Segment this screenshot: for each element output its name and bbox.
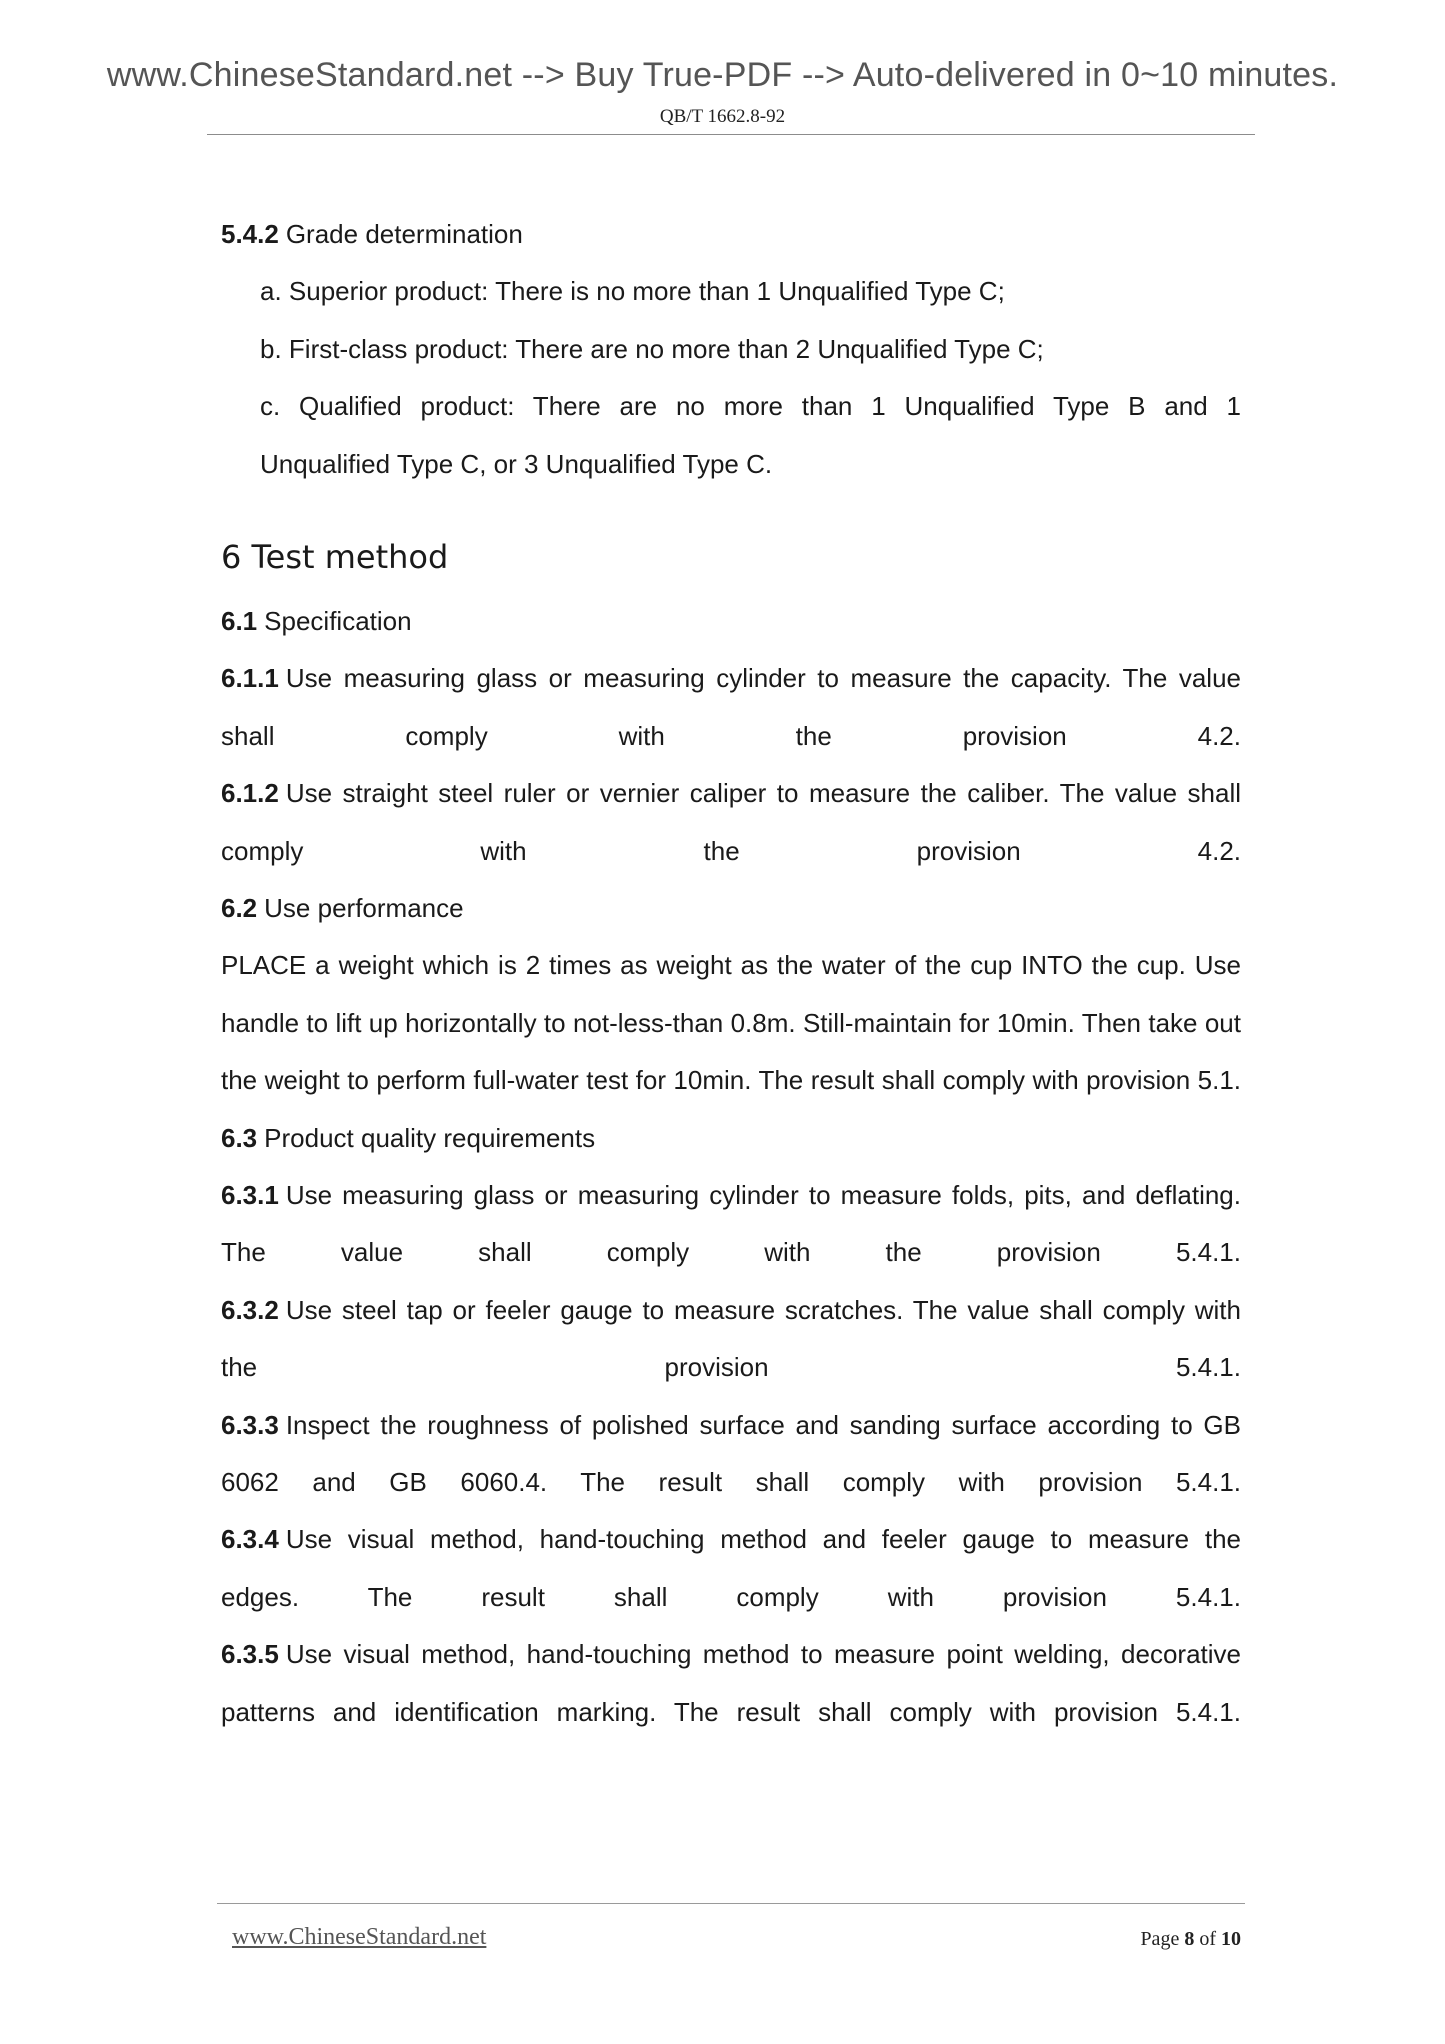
clause-text: Use visual method, hand-touching method and feeler gauge to measure the edges. The result shall comply with provision 5.4.1. [221,1524,1241,1612]
clause-6-3-3 [221,1397,1241,1512]
clause-number: 6.3.3 [221,1409,279,1440]
clause-title: Specification [264,605,412,636]
clause-text: Use measuring glass or measuring cylinder to measure folds, pits, and deflating. The value shall comply with the provision 5.4.1. [221,1179,1241,1268]
clause-number: 6.2 [221,892,258,923]
clause-text: Use measuring glass or measuring cylinder to measure the capacity. The value shall comply with the provision 4.2. [221,663,1241,751]
page-total: 10 [1221,1928,1241,1950]
clause-title: Grade determination [285,219,523,249]
footer-divider [217,1903,1245,1904]
page-body [221,206,1241,1741]
clause-5-4-2-heading [221,206,1241,263]
grade-item-a: a. Superior product: There is no more than 1 Unqualified Type C; [260,276,1005,307]
header-divider [207,134,1255,135]
clause-text: Use straight steel ruler or vernier caliper to measure the caliber. The value shall comply with the provision 4.2. [221,778,1241,866]
use-performance-paragraph: PLACE a weight which is 2 times as weight as the water of the cup INTO the cup. Use handle to lift up horizontally to not-less-than 0.8m. Still-maintain for 10min. Then take out the weight to perform full-water test for 10min. The result shall comply with provision 5.1. [221,950,1241,1096]
clause-6-1-2 [221,765,1241,880]
clause-6-3-heading [221,1110,1241,1167]
clause-title: Product quality requirements [264,1122,596,1153]
document-id: QB/T 1662.8-92 [659,106,786,127]
clause-6-3-1 [221,1167,1241,1282]
page-label: Page [1140,1928,1180,1950]
grade-item-b: b. First-class product: There are no more than 2 Unqualified Type C; [260,333,1044,364]
clause-number: 6.1 [221,605,258,636]
clause-6-1-heading [221,593,1241,650]
clause-number: 5.4.2 [221,219,279,249]
clause-number: 6.1.1 [221,663,279,694]
clause-6-3-2 [221,1282,1241,1397]
clause-text: Use steel tap or feeler gauge to measure scratches. The value shall comply with the provision 5.4.1. [221,1294,1241,1383]
footer-website-link[interactable]: www.ChineseStandard.net [232,1924,487,1950]
clause-number: 6.3.1 [221,1179,279,1210]
top-banner[interactable]: www.ChineseStandard.net --> Buy True-PDF --> Auto-delivered in 0~10 minutes. [106,56,1339,94]
grade-item-c-line-1: c. Qualified product: There are no more than 1 Unqualified Type B and 1 [260,391,1241,422]
grade-item-c-line-2: Unqualified Type C, or 3 Unqualified Type C. [260,448,773,479]
clause-number: 6.1.2 [221,778,279,809]
clause-number: 6.3 [221,1122,258,1153]
section-6-heading: 6 Test method [221,537,449,576]
clause-6-3-4 [221,1511,1241,1626]
page-number [1140,1928,1241,1951]
clause-title: Use performance [264,892,464,923]
clause-number: 6.3.4 [221,1524,279,1555]
clause-6-1-1 [221,650,1241,765]
clause-number: 6.3.2 [221,1294,279,1325]
clause-6-3-5 [221,1626,1241,1741]
clause-text: Use visual method, hand-touching method to measure point welding, decorative patterns and identification marking. The result shall comply with provision 5.4.1. [221,1639,1241,1727]
clause-6-2-heading [221,880,1241,937]
clause-number: 6.3.5 [221,1639,279,1670]
page-current: 8 [1184,1928,1195,1950]
clause-text: Inspect the roughness of polished surface and sanding surface according to GB 6062 and GB 6060.4. The result shall comply with provision 5.4.1. [221,1409,1241,1497]
page-of: of [1199,1928,1216,1950]
